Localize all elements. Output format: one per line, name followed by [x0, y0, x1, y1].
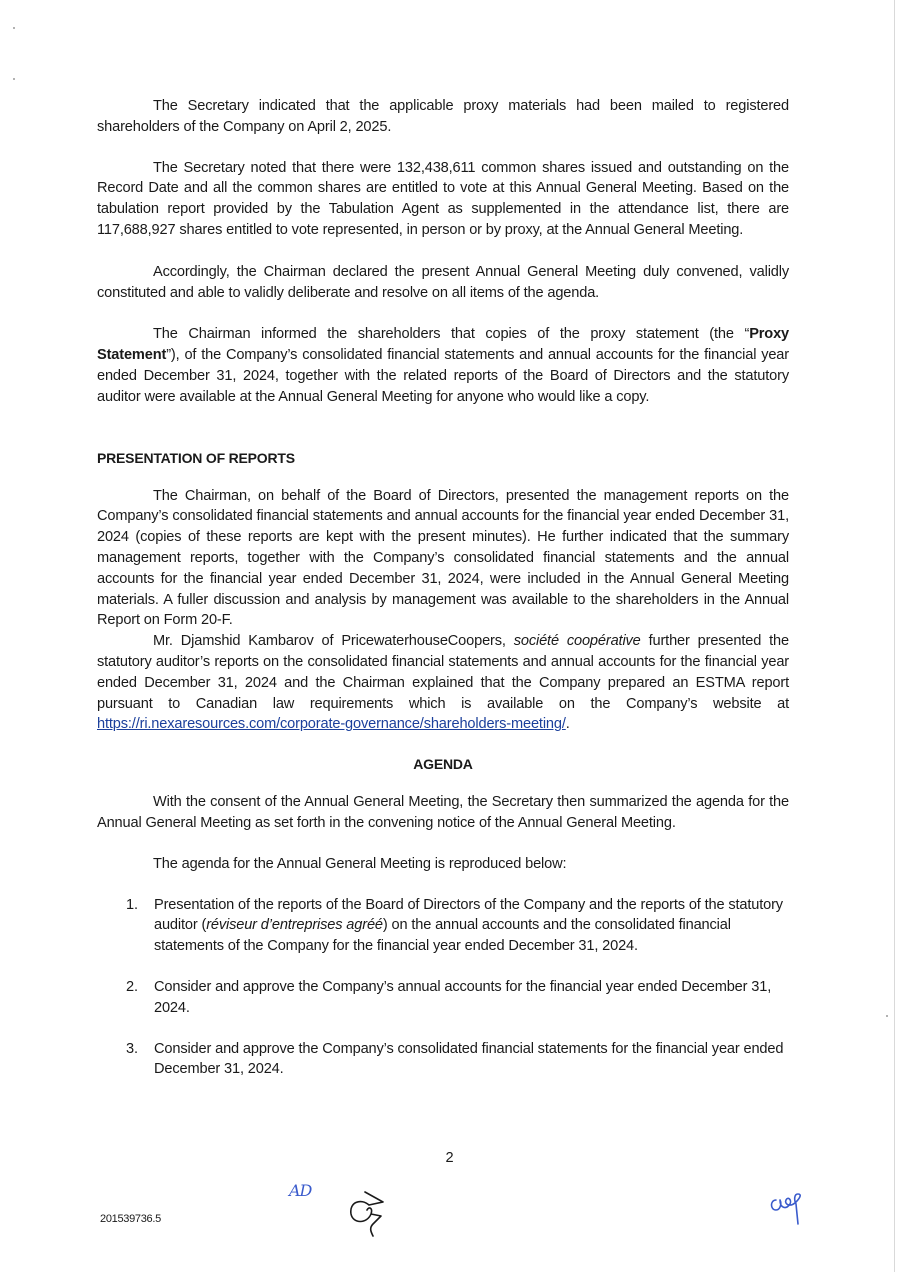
scan-speck	[886, 1015, 888, 1017]
paragraph-meeting-convened: Accordingly, the Chairman declared the present Annual General Meeting duly convened, validly constituted and able to validly deliberate and resolve on all items of the agenda.	[97, 263, 789, 301]
text-segment: Mr. Djamshid Kambarov of PricewaterhouseCoopers,	[153, 633, 514, 650]
paragraph-auditor-reports	[97, 631, 789, 735]
text-segment: ) on the annual accounts and the consolidated financial statements of the Company for the financial year ended December 31, 2024.	[154, 917, 731, 955]
agenda-item-text: Consider and approve the Company’s annual accounts for the financial year ended December 31, 2024.	[154, 978, 772, 1016]
paragraph-proxy-mailing: The Secretary indicated that the applicable proxy materials had been mailed to registered shareholders of the Company on April 2, 2025.	[97, 98, 789, 135]
agenda-item-2	[97, 977, 789, 1019]
shareholders-meeting-link[interactable]: https://ri.nexaresources.com/corporate-governance/shareholders-meeting/	[97, 716, 566, 733]
agenda-item-number: 2.	[126, 978, 138, 995]
heading-agenda: AGENDA	[413, 756, 473, 773]
text-segment: Presentation of the reports of the Board of Directors of the Company and the reports of the statutory auditor (	[154, 896, 783, 934]
agenda-list	[97, 895, 789, 1081]
document-body	[97, 96, 789, 1100]
handwritten-signature-black-icon	[343, 1188, 393, 1243]
italic-term: réviseur d’entreprises agréé	[206, 917, 383, 934]
scan-speck	[13, 78, 15, 80]
handwritten-initials-ad: AD	[289, 1181, 312, 1200]
agenda-item-1	[97, 895, 789, 957]
paragraph-agenda-summary: With the consent of the Annual General Meeting, the Secretary then summarized the agenda for the Annual General Meeting as set forth in the convening notice of the Annual General Meeting.	[97, 794, 789, 831]
text-segment: The Chairman informed the shareholders that copies of the proxy statement (the “	[153, 326, 750, 343]
text-segment: further presented the statutory auditor’s reports on the consolidated financial statements and annual accounts for the financial year ended December 31, 2024 and the Chairman explained that the Company prepared an ESTMA report pursuant to Canadian law requirements which is available on the Company’s website at	[97, 633, 789, 712]
paragraph-management-reports: The Chairman, on behalf of the Board of Directors, presented the management reports on the Company’s consolidated financial statements and annual accounts for the financial year ended December 31, 2024 (copies of these reports are kept with the present minutes). He further indicated that the summary management reports, together with the Company’s consolidated financial statements and the annual accounts for the financial year ended December 31, 2024, were included in the Annual General Meeting materials. A fuller discussion and analysis by management was available to the shareholders in the Annual Report on Form 20-F.	[97, 487, 789, 629]
page-edge-line	[894, 0, 895, 1272]
document-reference-number: 201539736.5	[100, 1213, 161, 1225]
page-number: 2	[445, 1150, 454, 1166]
text-segment: ”), of the Company’s consolidated financial statements and annual accounts for the financial year ended December 31, 2024, together with the related reports of the Board of Directors and the statutory auditor were available at the Annual General Meeting for anyone who would like a copy.	[97, 347, 789, 405]
agenda-item-number: 1.	[126, 896, 138, 913]
agenda-item-text: Consider and approve the Company’s consolidated financial statements for the financial year ended December 31, 2024.	[154, 1040, 784, 1078]
italic-term: société coopérative	[513, 633, 641, 650]
paragraph-proxy-statement	[97, 324, 789, 407]
agenda-item-3	[97, 1039, 789, 1081]
paragraph-shares-outstanding: The Secretary noted that there were 132,438,611 common shares issued and outstanding on the Record Date and all the common shares are entitled to vote at this Annual General Meeting. Based on the tabulation report provided by the Tabulation Agent as supplemented in the attendance list, there are 117,688,927 shares entitled to vote represented, in person or by proxy, at the Annual General Meeting.	[97, 159, 789, 238]
agenda-item-number: 3.	[126, 1040, 138, 1057]
defined-term-proxy-statement: Proxy Statement	[97, 326, 789, 364]
handwritten-signature-blue-icon	[768, 1188, 808, 1235]
scan-speck	[13, 27, 15, 29]
paragraph-agenda-intro: The agenda for the Annual General Meeting is reproduced below:	[153, 855, 567, 872]
text-segment: .	[565, 716, 570, 733]
heading-presentation-of-reports: PRESENTATION OF REPORTS	[97, 449, 295, 466]
